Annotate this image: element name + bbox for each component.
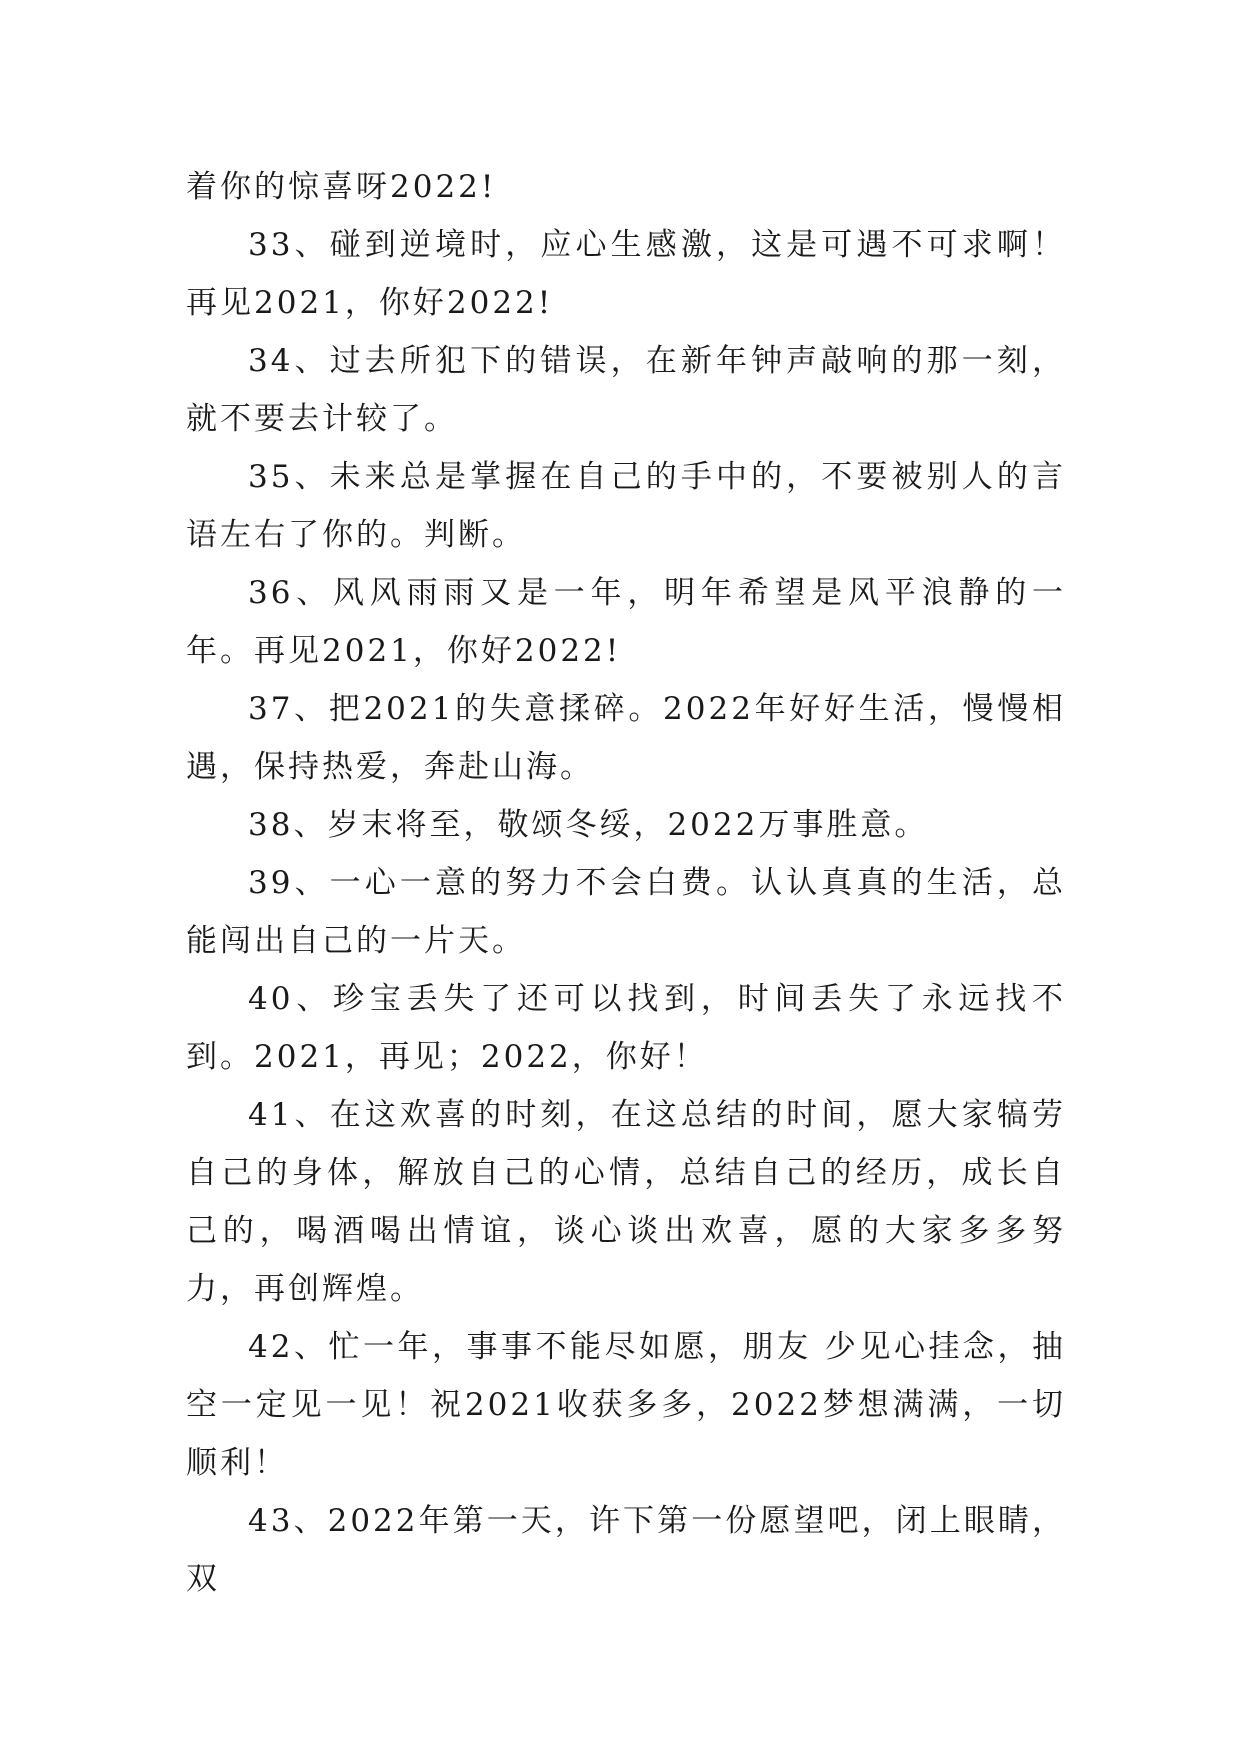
paragraph-32-continuation: 着你的惊喜呀2022! [186,169,497,205]
paragraph-34: 34、过去所犯下的错误，在新年钟声敲响的那一刻，就不要去计较了。 [186,343,1066,437]
paragraph-36: 36、风风雨雨又是一年，明年希望是风平浪静的一年。再见2021，你好2022! [186,575,1066,669]
paragraph-41: 41、在这欢喜的时刻，在这总结的时间，愿大家犒劳自己的身体，解放自己的心情，总结自己的经历，成长自己的，喝酒喝出情谊，谈心谈出欢喜，愿的大家多多努力，再创辉煌。 [186,1097,1066,1307]
paragraph-39: 39、一心一意的努力不会白费。认认真真的生活，总能闯出自己的一片天。 [186,865,1066,959]
paragraph-40: 40、珍宝丢失了还可以找到，时间丢失了永远找不到。2021，再见；2022，你好！ [186,981,1066,1075]
paragraph-37: 37、把2021的失意揉碎。2022年好好生活，慢慢相遇，保持热爱，奔赴山海。 [186,691,1066,785]
paragraph-35: 35、未来总是掌握在自己的手中的，不要被别人的言语左右了你的。判断。 [186,459,1066,553]
paragraph-38: 38、岁末将至，敬颂冬绥，2022万事胜意。 [248,807,929,843]
document-body [186,158,1066,1608]
paragraph-33: 33、碰到逆境时，应心生感激，这是可遇不可求啊！再见2021，你好2022! [186,227,1066,321]
paragraph-42: 42、忙一年，事事不能尽如愿，朋友 少见心挂念，抽空一定见一见！祝2021收获多多，2022梦想满满，一切顺利！ [186,1329,1066,1481]
paragraph-43: 43、2022年第一天，许下第一份愿望吧，闭上眼睛，双 [186,1503,1066,1597]
